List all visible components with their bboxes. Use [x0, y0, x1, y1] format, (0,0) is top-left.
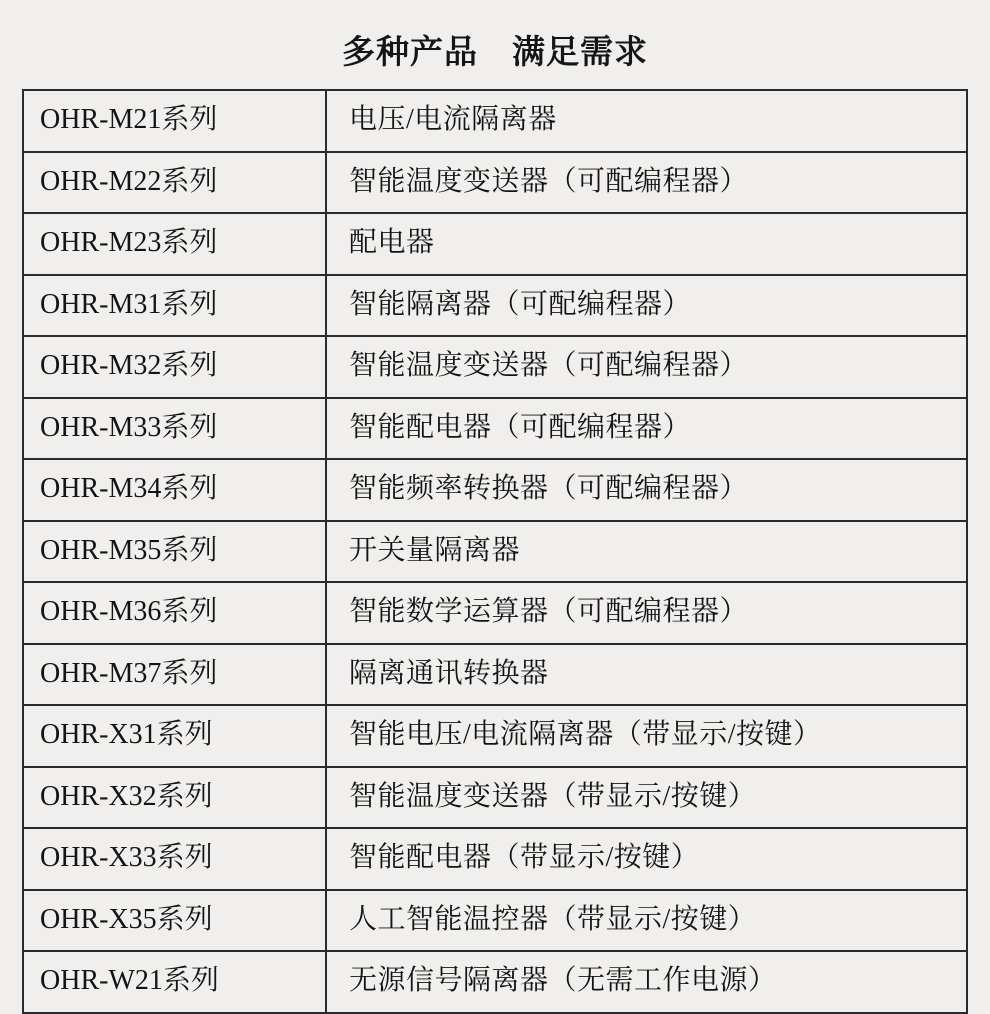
product-description: 人工智能温控器（带显示/按键）	[326, 890, 967, 952]
product-model: OHR-X35系列	[23, 890, 326, 952]
product-model: OHR-W21系列	[23, 951, 326, 1013]
product-description: 智能温度变送器（可配编程器）	[326, 152, 967, 214]
table-row	[23, 275, 967, 337]
product-model: OHR-M32系列	[23, 336, 326, 398]
product-model: OHR-M31系列	[23, 275, 326, 337]
product-description: 智能配电器（带显示/按键）	[326, 828, 967, 890]
table-row	[23, 90, 967, 152]
product-model: OHR-M21系列	[23, 90, 326, 152]
product-model: OHR-M33系列	[23, 398, 326, 460]
page-title	[0, 0, 990, 89]
product-description: 智能数学运算器（可配编程器）	[326, 582, 967, 644]
product-table	[22, 89, 968, 1014]
page-title-right: 满足需求	[512, 33, 648, 70]
table-row	[23, 582, 967, 644]
table-row	[23, 644, 967, 706]
product-model: OHR-X33系列	[23, 828, 326, 890]
product-description: 智能隔离器（可配编程器）	[326, 275, 967, 337]
table-row	[23, 213, 967, 275]
product-table-container	[22, 89, 968, 1014]
product-description: 智能配电器（可配编程器）	[326, 398, 967, 460]
product-description: 智能频率转换器（可配编程器）	[326, 459, 967, 521]
table-row	[23, 828, 967, 890]
table-row	[23, 398, 967, 460]
product-model: OHR-M34系列	[23, 459, 326, 521]
product-model: OHR-M35系列	[23, 521, 326, 583]
table-row	[23, 459, 967, 521]
product-description: 无源信号隔离器（无需工作电源）	[326, 951, 967, 1013]
product-table-body	[23, 90, 967, 1013]
page-title-left: 多种产品	[342, 33, 478, 70]
product-model: OHR-M36系列	[23, 582, 326, 644]
table-row	[23, 767, 967, 829]
product-description: 智能温度变送器（带显示/按键）	[326, 767, 967, 829]
product-model: OHR-M22系列	[23, 152, 326, 214]
product-description: 智能电压/电流隔离器（带显示/按键）	[326, 705, 967, 767]
table-row	[23, 951, 967, 1013]
product-model: OHR-X31系列	[23, 705, 326, 767]
product-description: 隔离通讯转换器	[326, 644, 967, 706]
table-row	[23, 705, 967, 767]
product-model: OHR-M37系列	[23, 644, 326, 706]
table-row	[23, 890, 967, 952]
product-description: 智能温度变送器（可配编程器）	[326, 336, 967, 398]
product-description: 电压/电流隔离器	[326, 90, 967, 152]
product-model: OHR-X32系列	[23, 767, 326, 829]
product-description: 开关量隔离器	[326, 521, 967, 583]
product-description: 配电器	[326, 213, 967, 275]
table-row	[23, 336, 967, 398]
table-row	[23, 152, 967, 214]
table-row	[23, 521, 967, 583]
product-model: OHR-M23系列	[23, 213, 326, 275]
